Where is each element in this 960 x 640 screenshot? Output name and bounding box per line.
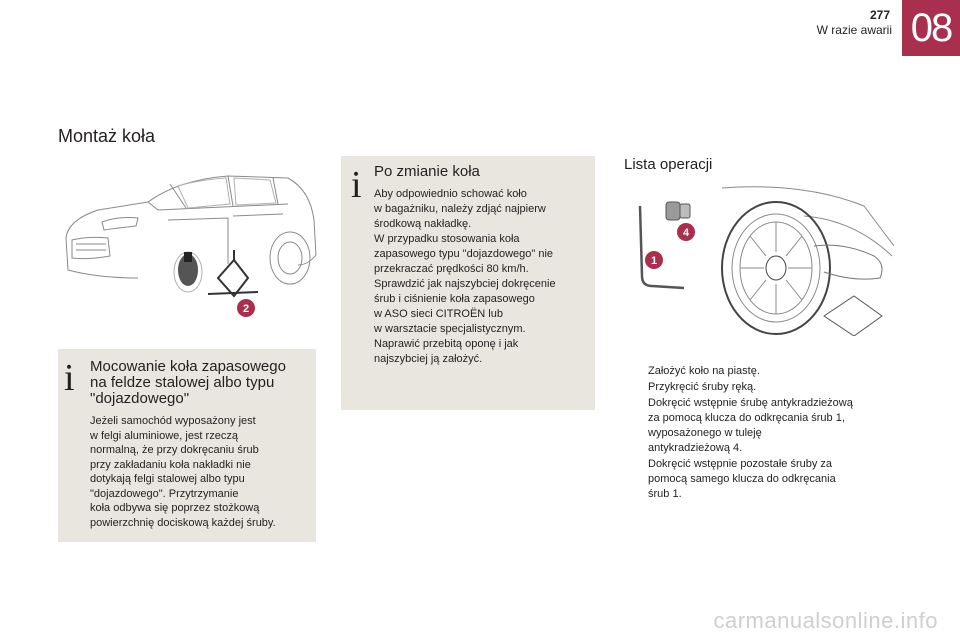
- body-line: Aby odpowiednio schować koło: [374, 188, 527, 200]
- callout-4: [677, 223, 695, 241]
- callout-1: [645, 251, 663, 269]
- callout-4-label: 4: [682, 227, 690, 239]
- steel-rim-body: [90, 414, 314, 530]
- body-line: w ASO sieci CITROËN lub: [374, 308, 503, 320]
- body-line: "dojazdowego". Przytrzymanie: [90, 487, 239, 500]
- body-line: Sprawdzić jak najszybciej dokręcenie: [374, 278, 556, 290]
- body-line: w warsztacie specjalistycznym.: [374, 323, 526, 335]
- page-number: 277: [869, 8, 890, 22]
- chapter-name: W razie awarii: [816, 23, 892, 37]
- list-item-line: Dokręcić wstępnie pozostałe śruby za: [648, 458, 833, 470]
- after-change-body: [374, 187, 592, 367]
- body-line: w felgi aluminiowe, jest rzeczą: [90, 429, 238, 442]
- body-line: Naprawić przebitą oponę i jak: [374, 338, 519, 350]
- body-line: koła odbywa się poprzez stożkową: [90, 502, 260, 514]
- callout-1-label: 1: [650, 255, 658, 267]
- body-line: dotykają felgi stalowej albo typu: [90, 473, 245, 485]
- steel-rim-title-line: "dojazdowego": [90, 390, 190, 407]
- body-line: śrub i ciśnienie koła zapasowego: [374, 293, 535, 305]
- callout-2: [237, 299, 255, 317]
- steel-rim-info-box: [58, 349, 316, 542]
- body-line: W przypadku stosowania koła: [374, 233, 520, 245]
- watermark: carmanualsonline.info: [713, 608, 938, 633]
- after-change-info-box: [341, 156, 595, 410]
- list-item: [624, 364, 894, 379]
- list-item-line: antykradzieżową 4.: [648, 442, 743, 454]
- list-item-line: wyposażonego w tuleję: [648, 427, 762, 439]
- body-line: przekraczać prędkości 80 km/h.: [374, 263, 529, 275]
- body-line: zapasowego typu "dojazdowego" nie: [374, 248, 554, 260]
- list-item: [624, 396, 894, 456]
- car-jack-illustration: [58, 160, 320, 320]
- section-title: Montaż koła: [58, 126, 156, 146]
- body-line: Jeżeli samochód wyposażony jest: [90, 415, 256, 427]
- body-line: normalną, że przy dokręcaniu śrub: [90, 444, 259, 456]
- callout-2-label: 2: [242, 303, 250, 315]
- list-item-line: za pomocą klucza do odkręcania śrub 1,: [648, 412, 845, 424]
- after-change-title: Po zmianie koła: [374, 163, 480, 180]
- info-icon: i: [64, 357, 75, 399]
- list-item: [624, 457, 894, 502]
- body-line: najszybciej ją założyć.: [374, 353, 483, 365]
- body-line: przy zakładaniu koła nakładki nie: [90, 458, 251, 471]
- list-item-line: pomocą samego klucza do odkręcania: [648, 473, 836, 485]
- list-item-line: śrub 1.: [648, 488, 682, 500]
- body-line: środkową nakładkę.: [374, 218, 472, 230]
- chapter-number-tab: 08: [902, 0, 960, 56]
- steel-rim-title-line: na feldze stalowej albo typu: [90, 374, 275, 391]
- list-item: [624, 380, 894, 395]
- list-item-line: Dokręcić wstępnie śrubę antykradzieżową: [648, 397, 853, 409]
- info-icon: i: [351, 164, 362, 206]
- list-item-line: Przykręcić śruby ręką.: [648, 381, 757, 393]
- list-item-line: Założyć koło na piastę.: [648, 365, 760, 377]
- operations-list: [624, 364, 894, 503]
- operations-title: Lista operacji: [624, 156, 713, 173]
- steel-rim-title-line: Mocowanie koła zapasowego: [90, 358, 286, 375]
- wheel-mounting-illustration: [624, 186, 894, 336]
- body-line: w bagażniku, należy zdjąć najpierw: [374, 203, 546, 215]
- body-line: powierzchnię dociskową każdej śruby.: [90, 516, 276, 529]
- steel-rim-title: [90, 359, 310, 407]
